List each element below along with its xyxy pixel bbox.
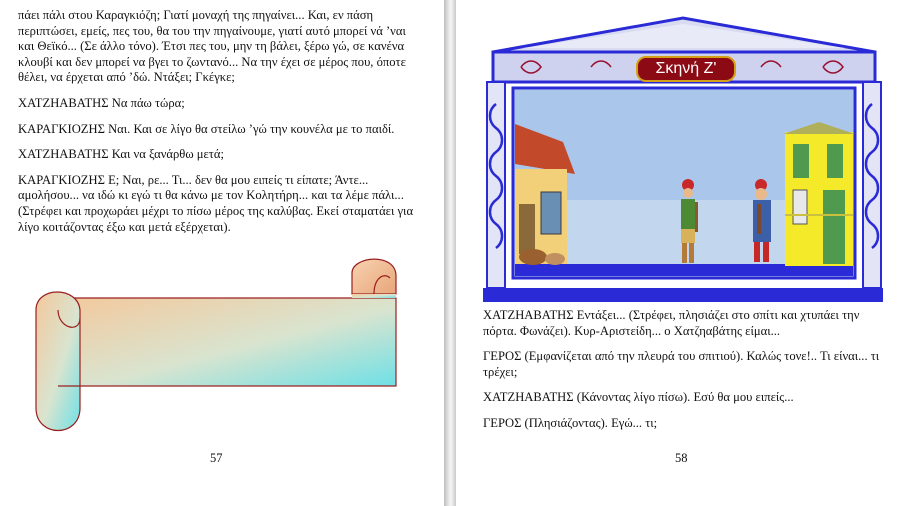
paragraph: πάει πάλι στου Καραγκιόζη; Γιατί μοναχή της πηγαίνει... Και, εν πάση περιπτώσει, εμείς, πες του, θα του την πηγαίνουμε, γιατί αυτό μπορεί νά ’ναι και Θεϊκό... (Σε άλλο τόνο). Έτσι πες του, μην τη βάλει, ξέρω γώ, σε κανένα κλουβί και δεν μπορεί να βγει το ζωντανό... Να την έχει σε μέρος που, όποτε θέλει, να έρχεται από ’δώ. Ντάξει; Γκέγκε; [18,8,406,85]
left-page-text [18,8,418,245]
left-page [0,0,444,506]
scroll-banner-graphic [30,248,430,438]
right-page [456,0,901,506]
house-right-icon [783,122,855,266]
dialogue-line: ΚΑΡΑΓΚΙΟΖΗΣ Ναι. Και σε λίγο θα στείλω ’γώ την κουνέλα με το παιδί. [18,121,395,136]
dialogue-line: ΧΑΤΖΗΑΒΑΤΗΣ Εντάξει... (Στρέφει, πλησιάζει στο σπίτι και χτυπάει την πόρτα. Φωνάζει). Κυρ-Αριστείδη... ο Χατζηαβάτης είμαι... [483,308,860,338]
dialogue-line: ΓΕΡΟΣ (Εμφανίζεται από την πλευρά του σπιτιού). Καλώς τονε!.. Τι είναι... τι τρέχει; [483,349,880,379]
page-number: 57 [210,451,223,465]
scene-title: Σκηνή Ζ' [655,60,717,77]
right-page-text [483,308,893,442]
dialogue-line: ΚΑΡΑΓΚΙΟΖΗΣ Ε; Ναι, ρε... Τι... δεν θα μου ειπείς τι είπατε; Άντε... αμολήσου... να ιδώ κι εγώ τι θα κάνω με τον Κολητήρη... και τα λέμε πάλι... (Στρέφει και προχωράει μέχρι το πίσω μέρος της καλύβας. Εκεί σταματάει για λίγο κοιτάζοντας έξω και μετά εξέρχεται). [18,172,414,234]
dialogue-line: ΧΑΤΖΗΑΒΑΤΗΣ Να πάω τώρα; [18,95,185,110]
book-gutter [444,0,456,506]
dialogue-line: ΓΕΡΟΣ (Πλησιάζοντας). Εγώ... τι; [483,415,658,430]
page-number: 58 [675,451,688,465]
dialogue-line: ΧΑΤΖΗΑΒΑΤΗΣ (Κάνοντας λίγο πίσω). Εσύ θα μου ειπείς... [483,390,794,405]
dialogue-line: ΧΑΤΖΗΑΒΑΤΗΣ Και να ξανάρθω μετά; [18,147,224,162]
